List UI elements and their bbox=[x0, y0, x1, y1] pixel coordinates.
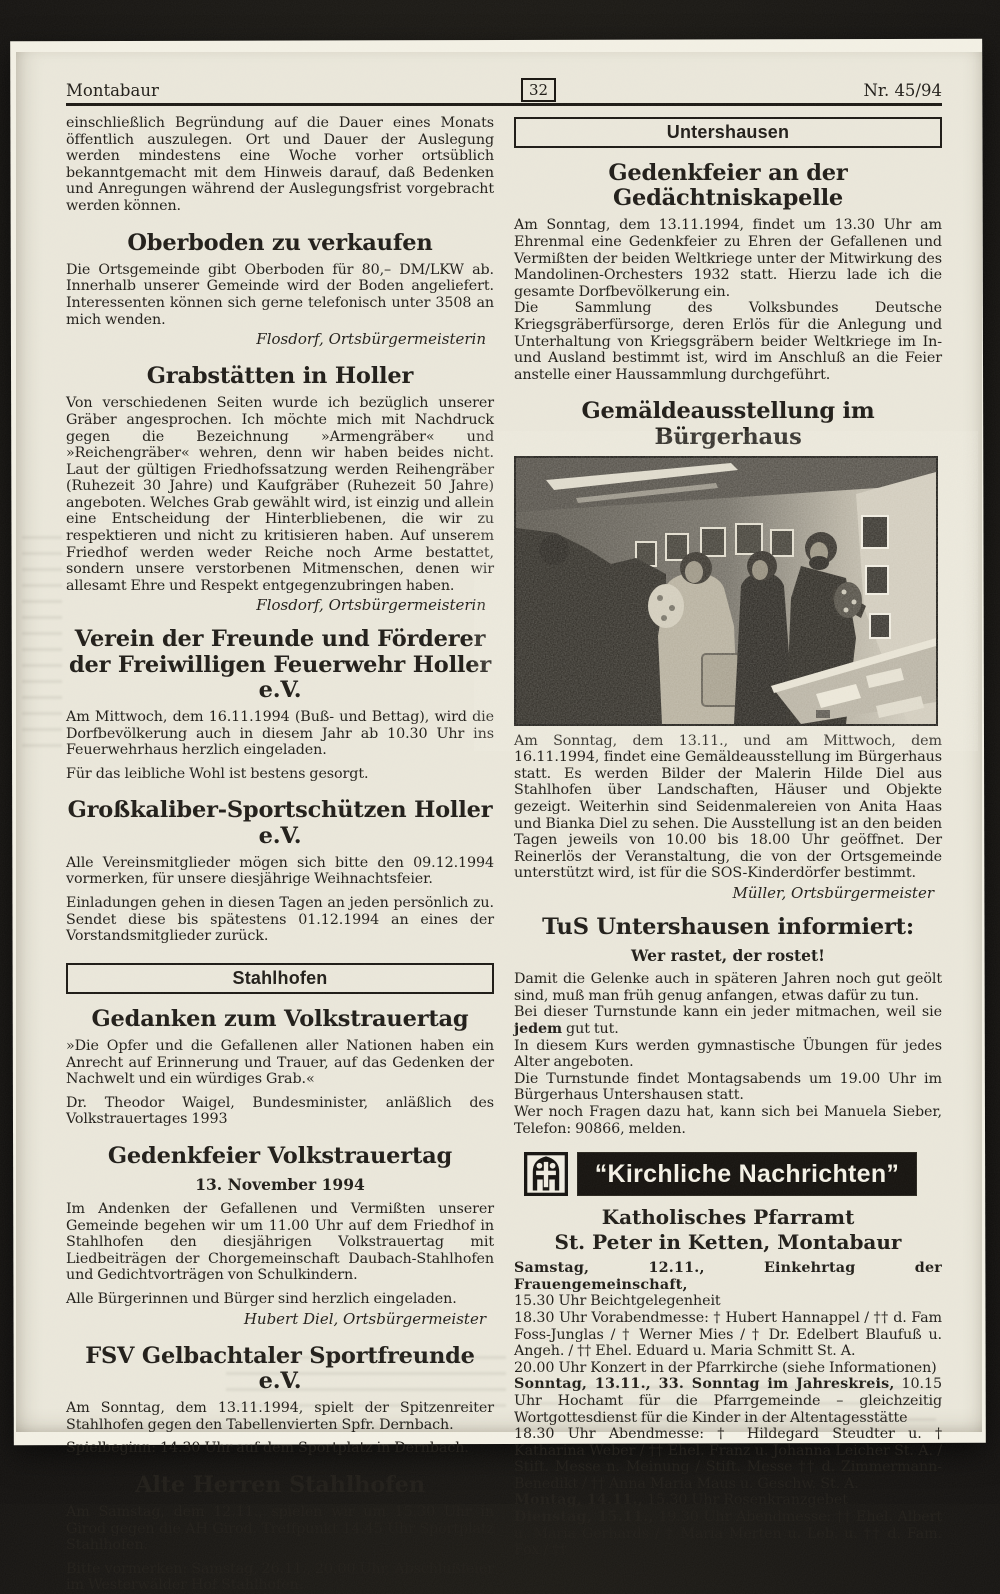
paragraph: Bitte vormerken: Samstag, 26.11., 20.00 Uhr, Abschlußfeier im Westerwälder Hof Stahlhofen. bbox=[66, 1560, 494, 1594]
paragraph: Im Andenken der Gefallenen und Vermißten unserer Gemeinde begehen wir um 11.00 Uhr auf dem Friedhof in Stahlhofen den diesjährigen Volkstrauertag mit Liedbeiträgen der Chorgemeinschaft Daubach-Stahlhofen und Gedichtvorträgen von Schulkindern. bbox=[66, 1201, 494, 1284]
paragraph: Einladungen gehen in diesen Tagen an jeden persönlich zu. Sendet diese bis spätestens 01.12.1994 an eines der Vorstandsmitglieder zurück. bbox=[66, 894, 494, 945]
parish-title bbox=[514, 1205, 942, 1255]
paragraph: Am Sonntag, dem 13.11., und am Mittwoch, dem 16.11.1994, findet eine Gemäldeausstellung im Bürgerhaus statt. Es werden Bilder der Malerin Hilde Diel aus Stahlhofen über Landschaften, Häuser und Objekte gezeigt. Weiterhin sind Seidenmalereien von Anita Haas und Bianka Diel zu sehen. Die Ausstellung ist an den beiden Tagen jeweils von 10.00 bis 18.00 Uhr geöffnet. Der Reinerlös der Veranstaltung, die von der Ortsgemeinde unterstützt wird, ist für die SOS-Kinderdörfer bestimmt. bbox=[514, 732, 942, 882]
schedule-text: 18.30 Uhr Vorabendmesse: † Hubert Hannappel / †† d. Fam Foss-Junglas / † Werner Mies / † Dr. Edelbert Blaufuß u. Angeh. / †† Ehel. Eduard u. Maria Schmitt St. A. bbox=[514, 1309, 942, 1360]
newspaper-page bbox=[16, 52, 982, 1594]
section-title: Großkaliber-Sportschützen Holler e.V. bbox=[67, 797, 493, 849]
church-schedule-line bbox=[514, 1310, 942, 1360]
masthead bbox=[66, 76, 942, 106]
masthead-town: Montabaur bbox=[66, 81, 159, 100]
section-title: Gedenkfeier Volkstrauertag bbox=[107, 1142, 453, 1169]
emphasized-word: jedem bbox=[514, 1021, 562, 1037]
text-segment: Bei dieser Turnstunde kann ein jeder mitmachen, weil sie bbox=[514, 1004, 942, 1021]
signature: Müller, Ortsbürgermeister bbox=[732, 884, 934, 903]
page-number-box: 32 bbox=[521, 78, 556, 102]
schedule-text: 18.30 Uhr Abendmesse: † Hildegard Steudter u. † Katharina Weber / †† Ehel. Franz u. Johanna Leicher St. A. / Stift. Messe n. Meinung / Stift. Messe †† d. Zimmermann-Benedikt / †† Anna Maria Maus u. Geschw. St. A. bbox=[514, 1426, 942, 1492]
parish-title-line-2: St. Peter in Ketten, Montabaur bbox=[554, 1230, 902, 1255]
paragraph: Alle Vereinsmitglieder mögen sich bitte den 09.12.1994 vormerken, für unsere diesjährige Weihnachtsfeier. bbox=[66, 854, 494, 888]
schedule-text: 19.30 Uhr Abendmesse: †† Ehel. Albert u. Maria Gerhards / † Maria Merten u. Leb. u. †† d. Fam. Fox / †† bbox=[514, 1509, 942, 1559]
church-schedule-line bbox=[514, 1509, 942, 1559]
schedule-day: Montag, 14.11., bbox=[514, 1492, 643, 1509]
church-schedule-line bbox=[514, 1360, 942, 1377]
masthead-issue: Nr. 45/94 bbox=[863, 81, 942, 100]
signature: Flosdorf, Ortsbürgermeisterin bbox=[256, 596, 486, 615]
photo-halftone-image bbox=[516, 458, 936, 724]
church-news-banner-row bbox=[524, 1151, 916, 1197]
text-segment: gut tut. bbox=[562, 1021, 619, 1037]
paragraph: Die Ortsgemeinde gibt Oberboden für 80,– DM/LKW ab. Innerhalb unserer Gemeinde wird der Boden angeliefert. Interessenten können sich gerne telefonisch unter 3508 an mich wenden. bbox=[66, 261, 494, 328]
paragraph: Am Mittwoch, dem 16.11.1994 (Buß- und Bettag), wird die Dorfbevölkerung auch in diesem Jahr ab 10.30 Uhr ins Feuerwehrhaus herzlich eingeladen. bbox=[66, 709, 494, 759]
church-schedule-line bbox=[514, 1260, 942, 1293]
section-title: Grabstätten in Holler bbox=[146, 363, 414, 390]
schedule-text: 15.30 Uhr Rosenkranzgebet bbox=[642, 1492, 848, 1509]
paragraph: Dr. Theodor Waigel, Bundesminister, anläßlich des Volkstrauertages 1993 bbox=[66, 1094, 494, 1128]
paragraph: Von verschiedenen Seiten wurde ich bezüglich unserer Gräber angesprochen. Ich möchte mich mit Nachdruck gegen die Bezeichnung »Armengräber« und »Reichengräber« wehren, denn wir haben beides nicht. Laut der gültigen Friedhofssatzung werden Reihengräber (Ruhezeit 30 Jahre) und Kaufgräber (Ruhezeit 50 Jahre) angeboten. Welches Grab gewählt wird, ist einzig und allein eine Entscheidung der Hinterbliebenen, die wir zu respektieren und nicht zu kritisieren haben. Auf unserem Friedhof werden weder Reiche noch Arme bestattet, sondern unsere verstorbenen Mitmenschen, denen wir allesamt Ehre und Respekt entgegenzubringen haben. bbox=[66, 395, 494, 594]
paragraph: Die Sammlung des Volksbundes Deutsche Kriegsgräberfürsorge, deren Erlös für die Anlegung und Unterhaltung von Kriegsgräbern beider Weltkriege im In- und Ausland bestimmt ist, wird im Anschluß an die Feier anstelle einer Haussammlung durchgeführt. bbox=[514, 300, 942, 383]
paragraph: Alle Bürgerinnen und Bürger sind herzlich eingeladen. bbox=[66, 1291, 457, 1308]
bleed-through-text bbox=[22, 532, 62, 752]
paragraph: Am Sonntag, dem 13.11.1994, findet um 13.30 Uhr am Ehrenmal eine Gedenkfeier zu Ehren der Gefallenen und Vermißten der beiden Weltkriege unter der Mitwirkung des Mandolinen-Orchesters 1932 statt. Hierzu lade ich die gesamte Dorfbevölkerung ein. bbox=[514, 217, 942, 300]
schedule-text: 10.15 Uhr Hochamt für die Pfarrgemeinde – gleichzeitig Wortgottesdienst für die Kinder in der Altentagesstätte bbox=[514, 1376, 942, 1426]
church-schedule-line bbox=[514, 1492, 942, 1509]
church-window-icon bbox=[524, 1152, 568, 1196]
motto-line: Wer rastet, der rostet! bbox=[631, 946, 825, 966]
schedule-day: Samstag, 12.11., Einkehrtag der Frauengemeinschaft, bbox=[514, 1260, 942, 1293]
paragraph: Am Sonntag, dem 13.11.1994, spielt der Spitzenreiter Stahlhofen gegen den Tabellenvierten Spfr. Dernbach. bbox=[66, 1400, 494, 1433]
paragraph: In diesem Kurs werden gymnastische Übungen für jedes Alter angeboten. bbox=[514, 1037, 942, 1071]
section-title: Oberboden zu verkaufen bbox=[127, 229, 433, 256]
section-title: TuS Untershausen informiert: bbox=[542, 914, 914, 941]
paragraph: einschließlich Begründung auf die Dauer eines Monats öffentlich auszulegen. Ort und Dauer der Auslegung werden mindestens eine Woche vorher ortsüblich bekanntgemacht mit dem Hinweis darauf, daß Bedenken und Anregungen während der Auslegungsfrist vorgebracht werden können. bbox=[66, 115, 494, 214]
section-title: Gemäldeausstellung im Bürgerhaus bbox=[581, 398, 875, 450]
title-line-1: Verein der Freunde und Förderer bbox=[74, 626, 486, 653]
paragraph: Damit die Gelenke auch in späteren Jahren noch gut geölt sind, muß man früh genug anfangen, etwas dafür zu tun. bbox=[514, 971, 942, 1004]
schedule-day: Sonntag, 13.11., 33. Sonntag im Jahreskreis, bbox=[514, 1376, 895, 1393]
church-news-banner: “Kirchliche Nachrichten” bbox=[578, 1153, 916, 1195]
schedule-day: Dienstag, 15.11., bbox=[514, 1509, 654, 1526]
paragraph: Spielbeginn: 14.30 Uhr auf dem Sportplatz in Dernbach. bbox=[66, 1440, 469, 1457]
church-schedule-line bbox=[514, 1426, 942, 1492]
paragraph: Für das leibliche Wohl ist bestens gesorgt. bbox=[66, 765, 369, 782]
section-title: Alte Herren Stahlhofen bbox=[135, 1471, 425, 1498]
church-schedule-line bbox=[514, 1293, 942, 1310]
village-section-header-stahlhofen: Stahlhofen bbox=[66, 963, 494, 994]
section-title: Gedanken zum Volkstrauertag bbox=[91, 1005, 469, 1032]
event-date: 13. November 1994 bbox=[195, 1175, 365, 1195]
paragraph: Am Samstag, dem 12.11., spielen wir um 15.30 Uhr in Girod gegen die AH Girod. Treffpunkt 14.45 Uhr Sportplatz Stahlhofen. bbox=[66, 1503, 494, 1554]
schedule-text: 20.00 Uhr Konzert in der Pfarrkirche (siehe Informationen) bbox=[514, 1359, 937, 1376]
section-title: FSV Gelbachtaler Sportfreunde e.V. bbox=[85, 1342, 475, 1394]
section-title bbox=[66, 627, 494, 703]
village-section-header-untershausen: Untershausen bbox=[514, 117, 942, 148]
right-column bbox=[514, 111, 942, 1594]
schedule-text: 15.30 Uhr Beichtgelegenheit bbox=[514, 1293, 721, 1310]
exhibition-photo bbox=[514, 456, 938, 726]
signature: Flosdorf, Ortsbürgermeisterin bbox=[256, 330, 486, 349]
section-title: Gedenkfeier an der Gedächtniskapelle bbox=[608, 160, 848, 212]
signature: Hubert Diel, Ortsbürgermeister bbox=[243, 1309, 486, 1328]
paragraph: Wer noch Fragen dazu hat, kann sich bei Manuela Sieber, Telefon: 90866, melden. bbox=[514, 1103, 942, 1137]
paragraph bbox=[514, 1004, 942, 1037]
title-line-2: der Freiwilligen Feuerwehr Holler e.V. bbox=[68, 651, 492, 703]
left-column bbox=[66, 111, 494, 1594]
paragraph: Die Turnstunde findet Montagsabends um 19.00 Uhr im Bürgerhaus Untershausen statt. bbox=[514, 1070, 942, 1104]
paragraph: »Die Opfer und die Gefallenen aller Nationen haben ein Anrecht auf Erinnerung und Trauer, auf das Gedenken der Nachwelt und ein würdiges Grab.« bbox=[66, 1037, 494, 1088]
church-schedule-line bbox=[514, 1376, 942, 1426]
parish-title-line-1: Katholisches Pfarramt bbox=[601, 1205, 855, 1230]
